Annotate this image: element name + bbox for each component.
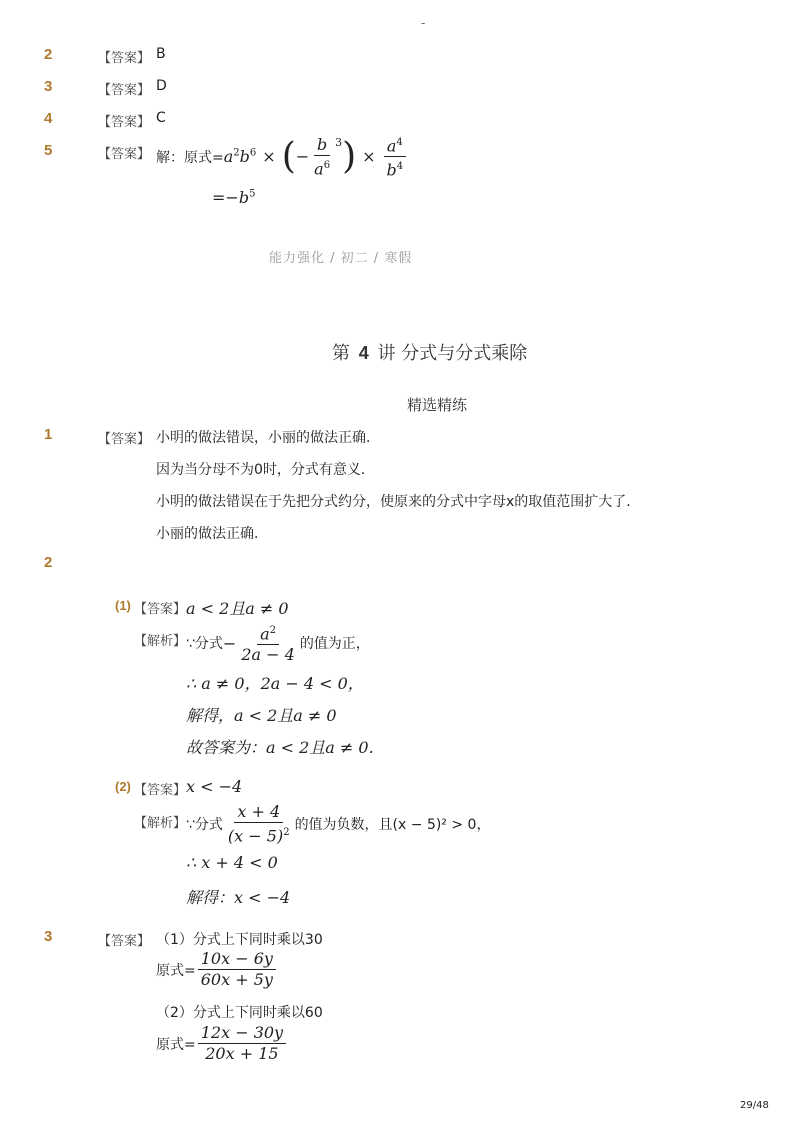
answer-tag: 【答案】 bbox=[98, 147, 151, 162]
q2-part1-answer: a < 2且a ≠ 0 bbox=[186, 599, 289, 618]
q2-part1-line2: ∴ a ≠ 0，2a − 4 < 0， bbox=[186, 674, 364, 693]
breadcrumb: 能力强化 / 初二 / 寒假 bbox=[269, 251, 413, 266]
q5-formula: 解：原式= $a^2b^6$ × ( − $\frac{b}{a^6}$ 3 ) × $\frac{a^4}{b^4}$ bbox=[156, 134, 408, 180]
q3-step2: （2）分式上下同时乘以60 bbox=[156, 1005, 323, 1021]
answer-value: C bbox=[156, 110, 166, 126]
question-number: 2 bbox=[44, 554, 53, 571]
page-number: 29/48 bbox=[740, 1100, 769, 1111]
question-number: 3 bbox=[44, 78, 53, 95]
q5-prefix: 解：原式= bbox=[156, 149, 224, 166]
q2-part1-line4: 故答案为：a < 2且a ≠ 0. bbox=[186, 738, 374, 757]
part-label: (1) bbox=[115, 598, 131, 613]
answer-value: B bbox=[156, 46, 166, 62]
q2-part2-analysis-line1: ∵分式 $\frac{x + 4}{(x - 5)^2}$ 的值为负数，且(x − 5)² > 0， bbox=[186, 802, 491, 846]
question-number: 5 bbox=[44, 142, 53, 159]
q3-expr2: 原式= $\frac{12x - 30y}{20x + 15}$ bbox=[156, 1024, 288, 1063]
answer-tag: 【答案】 bbox=[98, 83, 151, 98]
q2-part1-line3: 解得，a < 2且a ≠ 0 bbox=[186, 706, 337, 725]
question-number: 3 bbox=[44, 928, 53, 945]
lecture-number: 4 bbox=[358, 343, 369, 363]
q1-line: 因为当分母不为0时，分式有意义． bbox=[156, 462, 375, 478]
q1-line: 小明的做法错误在于先把分式约分，使原来的分式中字母x的取值范围扩大了． bbox=[156, 494, 641, 510]
q2-part2-line3: 解得：x < −4 bbox=[186, 888, 291, 907]
answer-tag: 【答案】 bbox=[98, 51, 151, 66]
question-number: 4 bbox=[44, 110, 53, 127]
q1-line: 小明的做法错误，小丽的做法正确． bbox=[156, 430, 380, 446]
answer-tag: 【答案】 bbox=[134, 783, 187, 798]
q2-part2-answer: x < −4 bbox=[186, 777, 243, 796]
analysis-tag: 【解析】 bbox=[134, 634, 187, 649]
q3-step1: （1）分式上下同时乘以30 bbox=[156, 932, 323, 948]
question-number: 1 bbox=[44, 426, 53, 443]
q2-part2-line2: ∴ x + 4 < 0 bbox=[186, 853, 278, 872]
answer-tag: 【答案】 bbox=[98, 934, 151, 949]
answer-tag: 【答案】 bbox=[134, 602, 187, 617]
answer-tag: 【答案】 bbox=[98, 432, 151, 447]
answer-value: D bbox=[156, 78, 167, 94]
q1-line: 小丽的做法正确． bbox=[156, 526, 268, 542]
answer-tag: 【答案】 bbox=[98, 115, 151, 130]
q5-line2: $=-b^5$ bbox=[212, 188, 256, 207]
q2-part1-analysis-line1: ∵分式 − $\frac{a^2}{2a - 4}$ 的值为正， bbox=[186, 622, 370, 664]
lecture-title: 第 4 讲 分式与分式乘除 bbox=[332, 343, 528, 364]
section-title: 精选精练 bbox=[407, 396, 468, 414]
part-label: (2) bbox=[115, 779, 131, 794]
q3-expr1: 原式= $\frac{10x - 6y}{60x + 5y}$ bbox=[156, 950, 278, 989]
analysis-tag: 【解析】 bbox=[134, 816, 187, 831]
question-number: 2 bbox=[44, 46, 53, 63]
header-mark: - bbox=[421, 16, 426, 30]
